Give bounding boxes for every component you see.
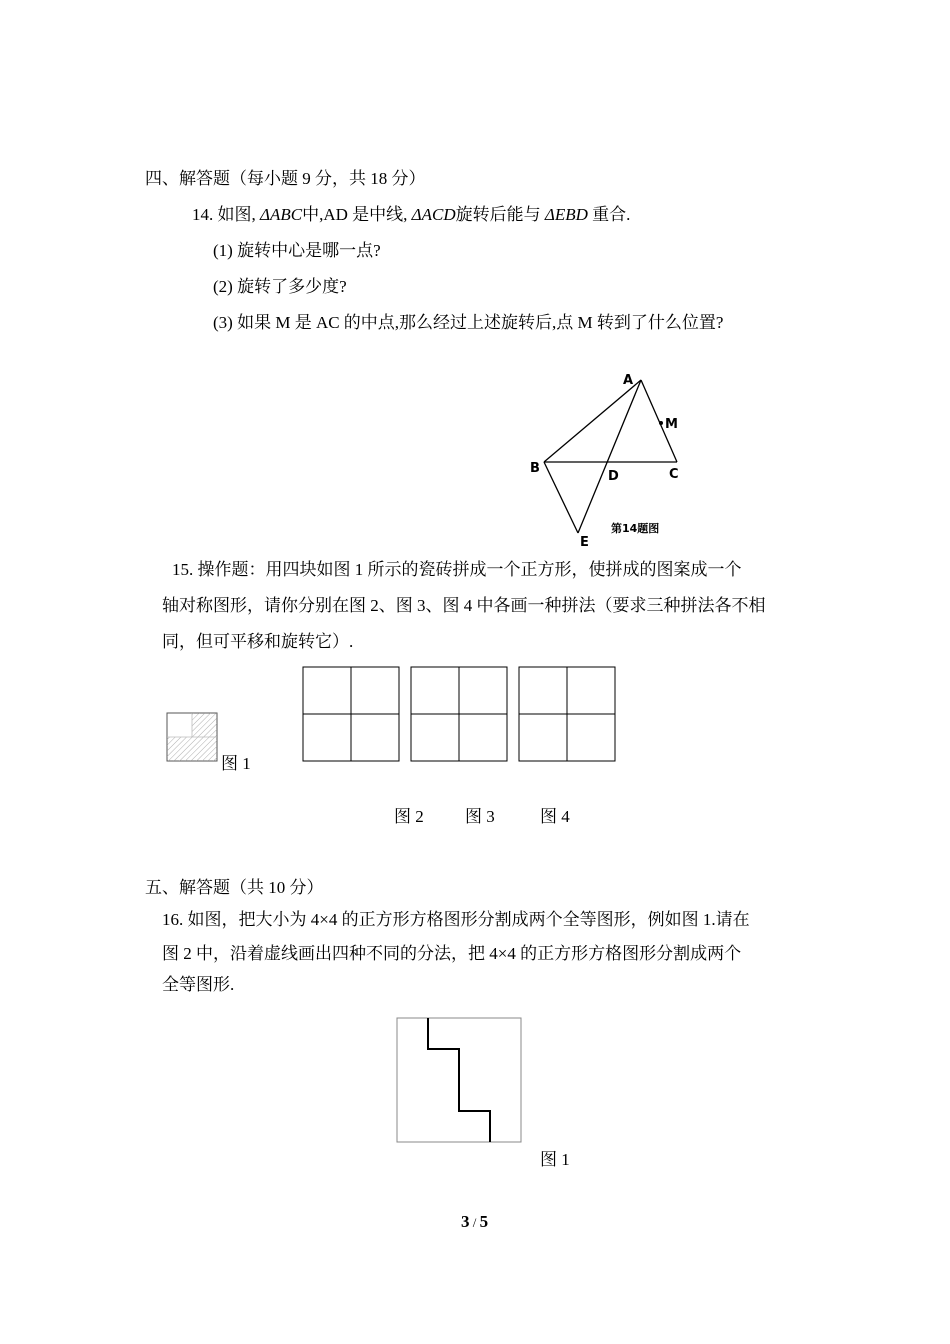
q14-caption: 第14题图 [611, 522, 660, 535]
grid-fig2 [303, 667, 399, 761]
seg-ac [641, 380, 677, 462]
q16-figure [396, 1017, 526, 1147]
label-a: A [623, 373, 634, 388]
q14-tri-ebd: ΔEBD [544, 205, 588, 224]
section4-title: 四、解答题（每小题 9 分，共 18 分） [145, 169, 426, 188]
seg-ae [578, 380, 641, 533]
q15-fig4-label: 图 4 [540, 807, 570, 826]
q16-line1: 16. 如图，把大小为 4×4 的正方形方格图形分割成两个全等图形，例如图 1.请在 [162, 910, 750, 929]
q15-fig3-label: 图 3 [465, 807, 495, 826]
q14-stem [192, 200, 630, 225]
q14-mid2: 旋转后能与 [455, 205, 541, 224]
page-sep: / [469, 1215, 480, 1230]
label-e: E [580, 535, 589, 550]
q14-sub1: (1) 旋转中心是哪一点? [213, 241, 381, 260]
q15-fig1-label: 图 1 [221, 754, 251, 773]
q16-line2: 图 2 中，沿着虚线画出四种不同的分法，把 4×4 的正方形方格图形分割成两个 [162, 944, 742, 963]
q14-end: 重合. [592, 205, 631, 224]
section5-title: 五、解答题（共 10 分） [145, 878, 324, 897]
q14-mid1: 中,AD 是中线, [302, 205, 408, 224]
seg-ab [544, 380, 641, 462]
q15-line2: 轴对称图形，请你分别在图 2、图 3、图 4 中各画一种拼法（要求三种拼法各不相 [162, 596, 766, 615]
q15-grids [302, 666, 632, 766]
q15-line1: 15. 操作题：用四块如图 1 所示的瓷砖拼成一个正方形，使拼成的图案成一个 [172, 560, 742, 579]
q16-line3: 全等图形. [162, 975, 235, 994]
label-d: D [608, 469, 619, 484]
point-m [659, 421, 663, 425]
label-c: C [669, 467, 679, 482]
page-total: 5 [479, 1212, 489, 1231]
page-current: 3 [461, 1212, 470, 1231]
q15-tile-figure [166, 712, 226, 772]
q14-sub2: (2) 旋转了多少度? [213, 277, 347, 296]
q14-num: 14. 如图, [192, 205, 256, 224]
label-m: M [665, 417, 678, 432]
q14-tri-abc: ΔABC [260, 205, 303, 224]
q16-fig1-label: 图 1 [540, 1150, 570, 1169]
label-b: B [530, 461, 540, 476]
q15-line3: 同，但可平移和旋转它）. [162, 632, 354, 651]
grid-fig3 [411, 667, 507, 761]
q14-tri-acd: ΔACD [411, 205, 456, 224]
seg-be [544, 462, 578, 533]
q14-sub3: (3) 如果 M 是 AC 的中点,那么经过上述旋转后,点 M 转到了什么位置? [213, 313, 724, 332]
q15-fig2-label: 图 2 [394, 807, 424, 826]
grid-fig4 [519, 667, 615, 761]
page-number [461, 1212, 488, 1232]
